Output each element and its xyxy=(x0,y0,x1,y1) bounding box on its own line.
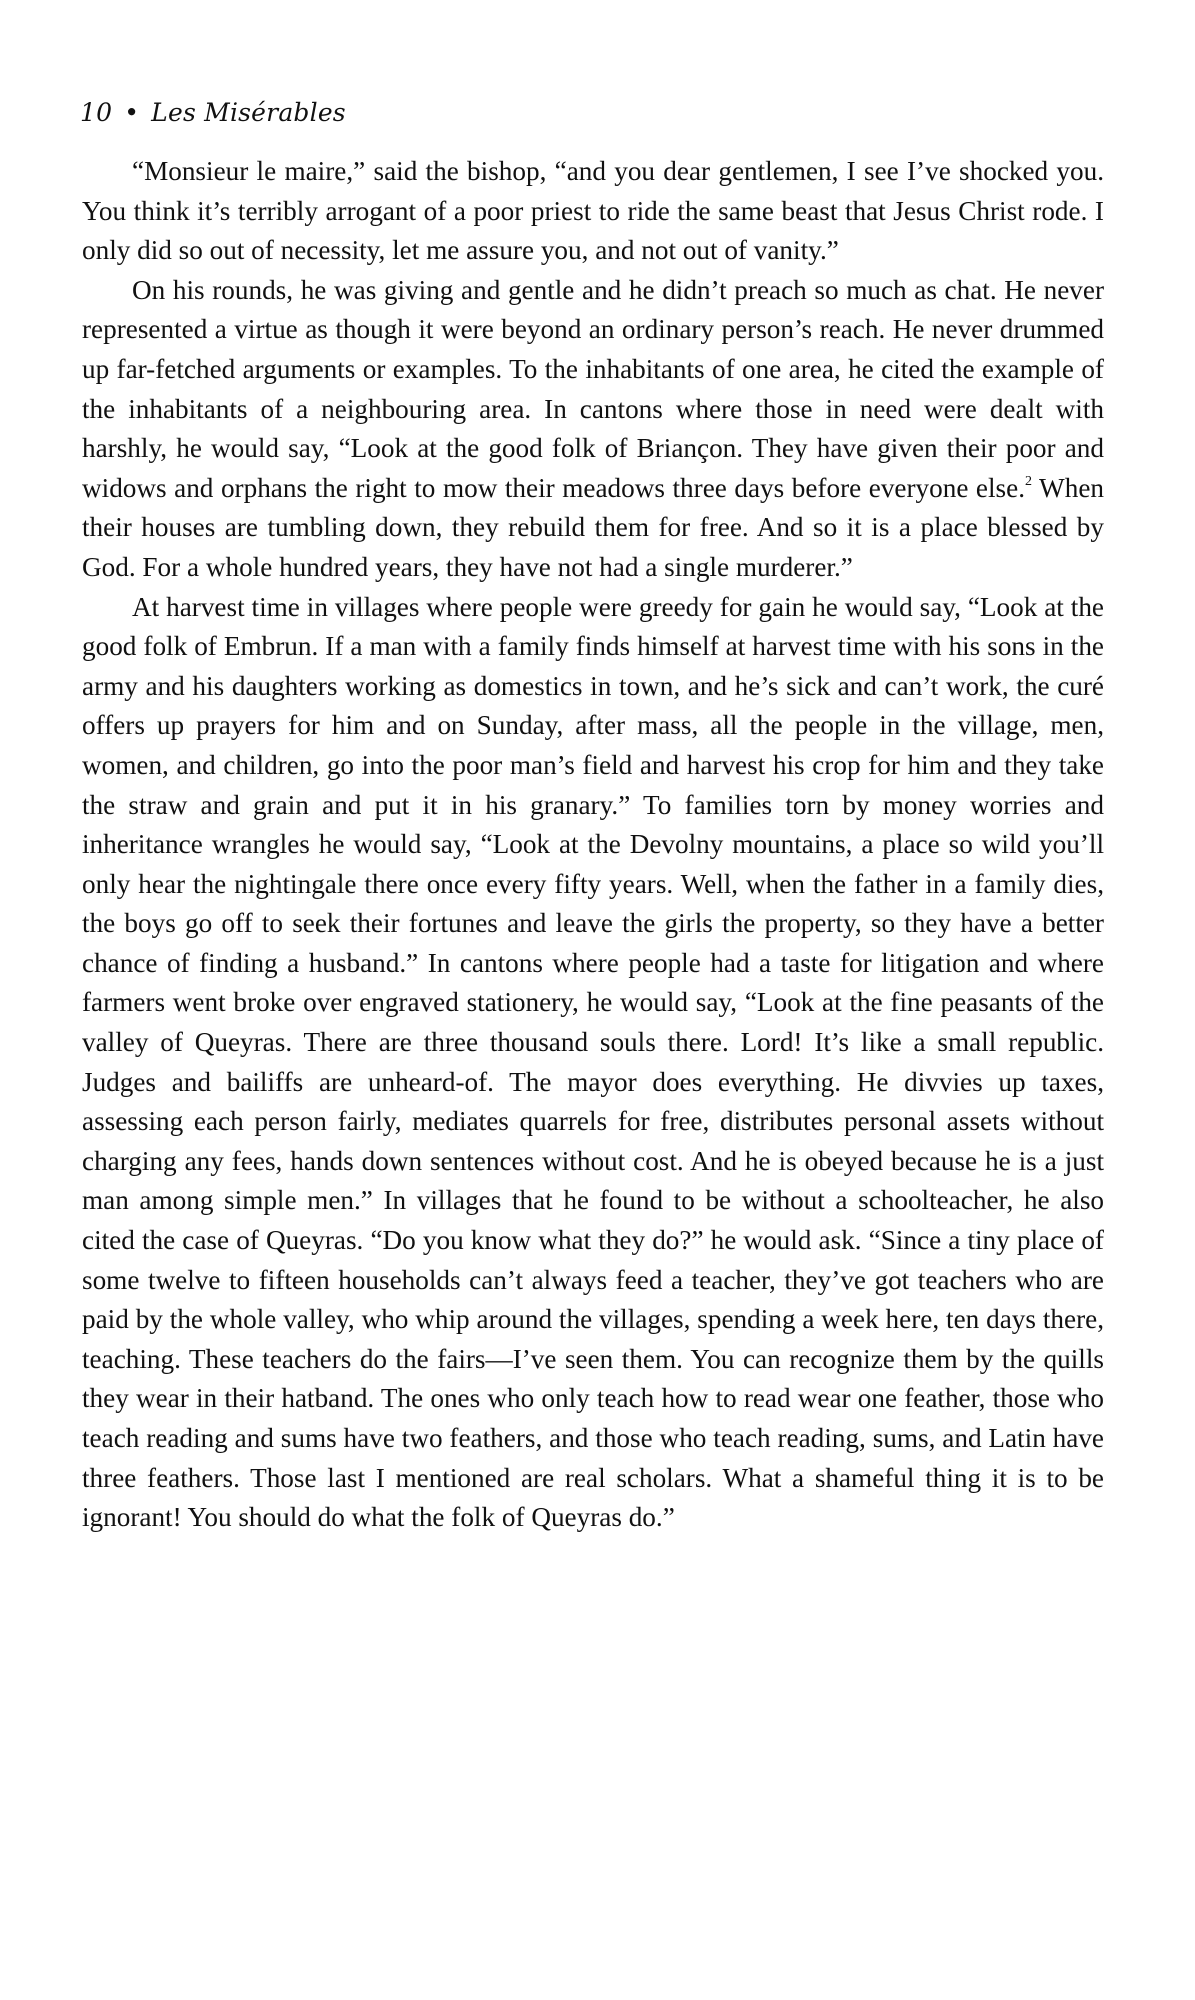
paragraph-text: “Monsieur le maire,” said the bishop, “and you dear gentlemen, I see I’ve shocked you. You think it’s terribly arrogant of a poor priest to ride the same beast that Jesus Christ rode. I only did so out of necessity, let me assure you, and not out of vanity.” xyxy=(82,156,1104,266)
body-text xyxy=(82,152,1104,1538)
paragraph-text-continued: When their houses are tumbling down, they rebuild them for free. And so it is a place blessed by God. For a whole hundred years, they have not had a single murderer.” xyxy=(82,472,1104,582)
footnote-marker: 2 xyxy=(1025,473,1032,489)
paragraph-text: On his rounds, he was giving and gentle and he didn’t preach so much as chat. He never represented a virtue as though it were beyond an ordinary person’s reach. He never drummed up far-fetched arguments or examples. To the inhabitants of one area, he cited the example of the inhabitants of a neighbouring area. In cantons where those in need were dealt with harshly, he would say, “Look at the good folk of Briançon. They have given their poor and widows and orphans the right to mow their meadows three days before everyone else. xyxy=(82,274,1104,503)
paragraph-harvest xyxy=(82,588,1104,1538)
running-head xyxy=(80,98,346,127)
paragraph-bishop-speech xyxy=(82,152,1104,271)
paragraph-rounds xyxy=(82,271,1104,588)
header-separator: • xyxy=(124,98,140,127)
page-number: 10 xyxy=(80,98,113,127)
book-title: Les Misérables xyxy=(151,98,346,127)
paragraph-text: At harvest time in villages where people were greedy for gain he would say, “Look at the good folk of Embrun. If a man with a family finds himself at harvest time with his sons in the army and his daughters working as domestics in town, and he’s sick and can’t work, the curé offers up prayers for him and on Sunday, after mass, all the people in the village, men, women, and children, go into the poor man’s field and harvest his crop for him and they take the straw and grain and put it in his granary.” To families torn by money worries and inheritance wrangles he would say, “Look at the Devolny mountains, a place so wild you’ll only hear the nightingale there once every fifty years. Well, when the father in a family dies, the boys go off to seek their fortunes and leave the girls the property, so they have a better chance of finding a husband.” In cantons where people had a taste for litigation and where farmers went broke over engraved stationery, he would say, “Look at the fine peasants of the valley of Queyras. There are three thousand souls there. Lord! It’s like a small republic. Judges and bailiffs are unheard-of. The mayor does everything. He divvies up taxes, assessing each person fairly, mediates quarrels for free, distributes personal assets without charging any fees, hands down sentences without cost. And he is obeyed because he is a just man among simple men.” In villages that he found to be without a schoolteacher, he also cited the case of Queyras. “Do you know what they do?” he would ask. “Since a tiny place of some twelve to fifteen households can’t always feed a teacher, they’ve got teachers who are paid by the whole valley, who whip around the villages, spending a week here, ten days there, teaching. These teachers do the fairs—I’ve seen them. You can recognize them by the quills they wear in their hatband. The ones who only teach how to read wear one feather, those who teach reading and sums have two feathers, and those who teach reading, sums, and Latin have three feathers. Those last I mentioned are real scholars. What a shameful thing it is to be ignorant! You should do what the folk of Queyras do.” xyxy=(82,591,1104,1533)
